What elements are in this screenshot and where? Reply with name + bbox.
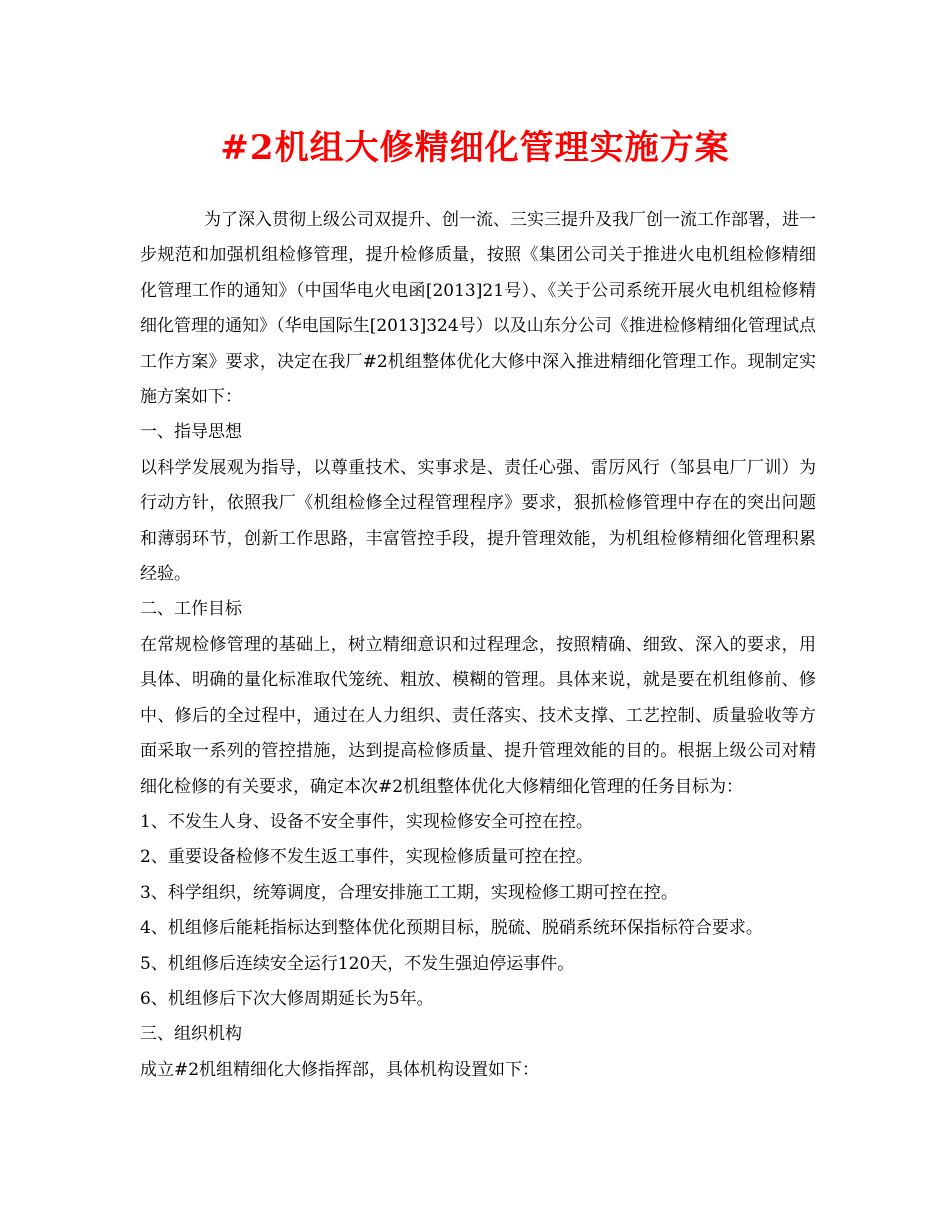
goal-item-1: 1、不发生人身、设备不安全事件，实现检修安全可控在控。 — [140, 811, 593, 832]
goal-item-5: 5、机组修后连续安全运行120天，不发生强迫停运事件。 — [140, 953, 575, 974]
section-body-work-goals: 在常规检修管理的基础上，树立精细意识和过程理念，按照精确、细致、深入的要求，用具体、明确的量化标准取代笼统、粗放、模糊的管理。具体来说，就是要在机组修前、修中、修后的全过程中，通过在人力组织、责任落实、技术支撑、工艺控制、质量验收等方面采取一系列的管控措施，达到提高检修质量、提升管理效能的目的。根据上级公司对精细化检修的有关要求，确定本次#2机组整体优化大修精细化管理的任务目标为： — [140, 634, 816, 797]
goal-item-3: 3、科学组织，统筹调度，合理安排施工工期，实现检修工期可控在控。 — [140, 882, 678, 903]
intro-paragraph: 为了深入贯彻上级公司双提升、创一流、三实三提升及我厂创一流工作部署，进一步规范和加强机组检修管理，提升检修质量，按照《集团公司关于推进火电机组检修精细化管理工作的通知》（中国华电火电函[2013]21号）、《关于公司系统开展火电机组检修精细化管理的通知》（华电国际生[2013]324号）以及山东分公司《推进检修精细化管理试点工作方案》要求，决定在我厂#2机组整体优化大修中深入推进精细化管理工作。现制定实施方案如下： — [140, 210, 816, 408]
section-body-organization: 成立#2机组精细化大修指挥部，具体机构设置如下： — [140, 1059, 540, 1080]
section-body-guiding-ideology: 以科学发展观为指导，以尊重技术、实事求是、责任心强、雷厉风行（邹县电厂厂训）为行动方针，依照我厂《机组检修全过程管理程序》要求，狠抓检修管理中存在的突出问题和薄弱环节，创新工作思路，丰富管控手段，提升管理效能，为机组检修精细化管理积累经验。 — [140, 457, 816, 585]
document-title: #2机组大修精细化管理实施方案 — [220, 128, 730, 168]
goal-item-2: 2、重要设备检修不发生返工事件，实现检修质量可控在控。 — [140, 847, 593, 868]
goal-item-4: 4、机组修后能耗指标达到整体优化预期目标，脱硫、脱硝系统环保指标符合要求。 — [140, 918, 763, 939]
goal-item-6: 6、机组修后下次大修周期延长为5年。 — [140, 988, 434, 1009]
document-body — [140, 203, 816, 1088]
section-heading-organization: 三、组织机构 — [140, 1024, 242, 1045]
section-heading-guiding-ideology: 一、指导思想 — [140, 422, 242, 443]
section-heading-work-goals: 二、工作目标 — [140, 599, 242, 620]
